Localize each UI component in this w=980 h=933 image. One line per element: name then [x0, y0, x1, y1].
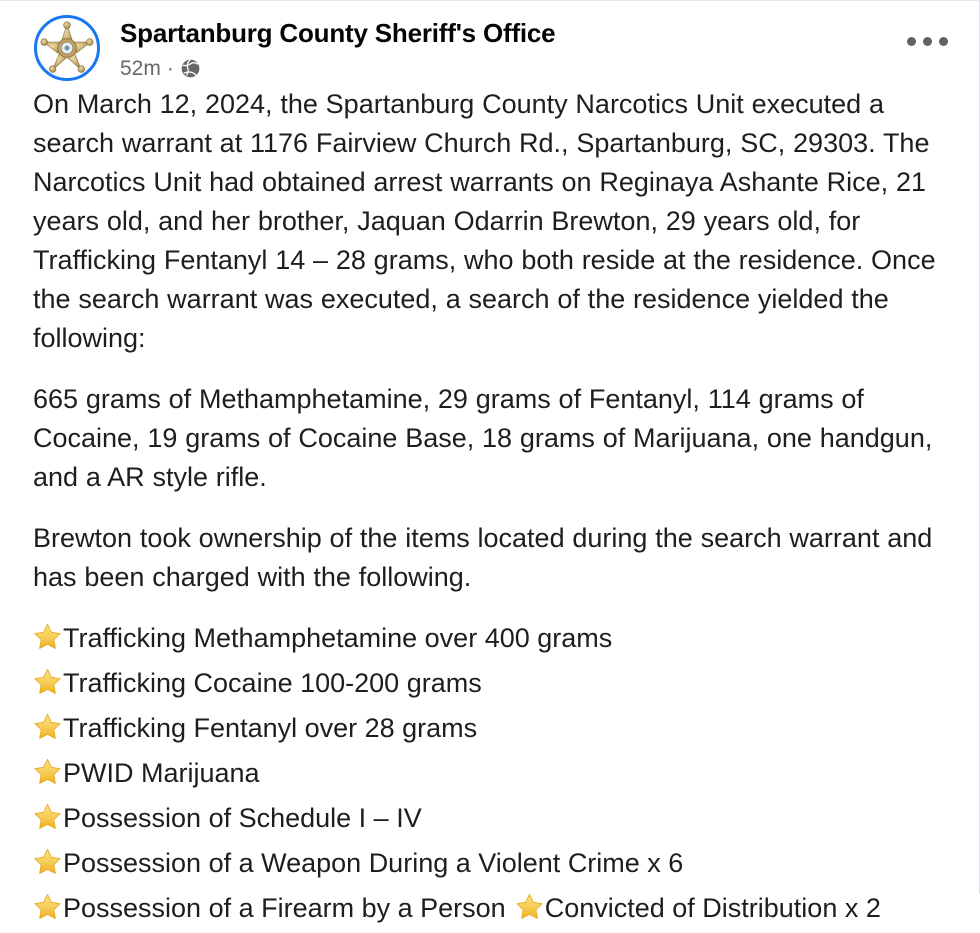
post-body — [0, 79, 979, 933]
post-timestamp[interactable]: 52m — [120, 56, 161, 80]
more-options-button[interactable] — [899, 25, 955, 57]
list-item — [33, 843, 949, 888]
charge-list — [33, 618, 949, 933]
post-header-text — [120, 15, 555, 81]
star-icon — [33, 757, 62, 798]
post-header — [0, 1, 979, 79]
star-icon — [33, 712, 62, 753]
star-icon-secondary — [515, 892, 544, 933]
star-icon — [33, 802, 62, 843]
charge-text: PWID Marijuana — [63, 758, 260, 788]
charge-text: Trafficking Methamphetamine over 400 grams — [63, 623, 613, 653]
post-meta — [120, 56, 555, 81]
star-icon — [33, 892, 62, 933]
charge-text: Trafficking Fentanyl over 28 grams — [63, 713, 478, 743]
star-icon — [33, 667, 62, 708]
list-item — [33, 798, 949, 843]
charge-text-continued: Convicted of Distribution x 2 — [544, 893, 881, 923]
list-item — [33, 618, 949, 663]
charge-text: Possession of a Firearm by a Person — [63, 893, 506, 923]
charge-text: Possession of a Weapon During a Violent Crime x 6 — [63, 848, 684, 878]
post-paragraph-3: Brewton took ownership of the items located during the search warrant and has been charged with the following. — [33, 523, 933, 592]
meta-separator: · — [166, 56, 174, 80]
charge-text: Possession of Schedule I – IV — [63, 803, 422, 833]
avatar[interactable] — [34, 15, 100, 81]
post-paragraph-1: On March 12, 2024, the Spartanburg County Narcotics Unit executed a search warrant at 1176 Fairview Church Rd., Spartanburg, SC, 29303. The Narcotics Unit had obtained arrest warrants on Reginaya Ashante Rice, 21 years old, and her brother, Jaquan Odarrin Brewton, 29 years old, for Trafficking Fentanyl 14 – 28 grams, who both reside at the residence. Once the search warrant was executed, a search of the residence yielded the following: — [33, 89, 936, 353]
list-item — [33, 663, 949, 708]
globe-icon[interactable] — [180, 58, 201, 79]
star-icon — [33, 622, 62, 663]
post-paragraph-2: 665 grams of Methamphetamine, 29 grams of Fentanyl, 114 grams of Cocaine, 19 grams of Cocaine Base, 18 grams of Marijuana, one handgun, and a AR style rifle. — [33, 384, 933, 492]
list-item — [33, 708, 949, 753]
page-name[interactable]: Spartanburg County Sheriff's Office — [120, 18, 556, 48]
ellipsis-dot-3 — [939, 37, 948, 46]
sheriff-star-badge-icon — [40, 21, 94, 75]
charge-text: Trafficking Cocaine 100-200 grams — [63, 668, 482, 698]
list-item — [33, 753, 949, 798]
list-item — [33, 888, 949, 933]
star-icon — [33, 847, 62, 888]
ellipsis-dot-1 — [907, 37, 916, 46]
ellipsis-dot-2 — [923, 37, 932, 46]
